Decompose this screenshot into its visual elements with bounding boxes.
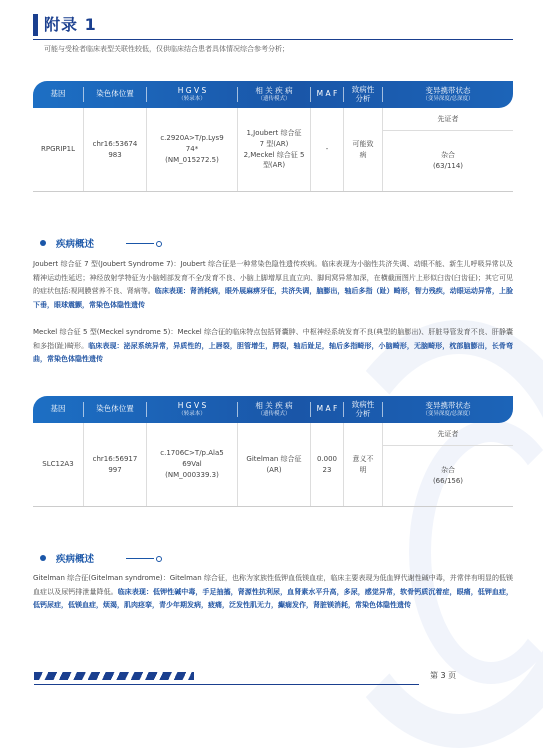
clinical-features: 临床表现：泌尿系统异常，异质性的，上唇裂，胆管增生，腭裂，轴后趾足，轴后多指畸形，小脑畸形，无脑畸形，枕部脑膨出，长骨弯曲，常染色体隐性遗传 xyxy=(33,341,514,364)
cell-disease: 1,Joubert 综合征 7 型(AR) 2,Meckel 综合征 5 型(AR) xyxy=(243,128,305,170)
overview-paragraph-3 xyxy=(33,572,513,613)
th-variant-state: 变异携带状态 （变异深度/总深度） xyxy=(422,86,474,102)
overview-text: Meckel 综合征 5 型(Meckel syndrome 5)：Meckel 综合征的临床特点包括肾囊肿、中枢神经系统发育不良(典型的脑膨出)、肝脏导管发育不良、肝静囊和多指(趾)畸形。 xyxy=(33,328,513,350)
th-disease: 相 关 疾 病 （遗传模式） xyxy=(255,401,293,417)
th-position: 染色体位置 xyxy=(96,404,134,414)
title-underline xyxy=(33,39,513,40)
table-header xyxy=(33,396,513,423)
cell-pathogenicity: 意义不 明 xyxy=(352,454,374,474)
footer-stripes xyxy=(34,672,194,680)
bullet-dot-icon xyxy=(40,555,46,561)
cell-maf: 0.000 23 xyxy=(316,454,338,474)
overview-text: Joubert 综合征 7 型(Joubert Syndrome 7)：Joubert 综合征是一种常染色隐性遗传疾病。临床表现为小脑性共济失调、动眼不能、新生儿呼吸异常以及精神运动性延迟；神经放射学特征为小脑蚓部发育不全/发育不良、小脑上脚增厚且直立向、脚间窝异常加深，在横截面图片上形似臼齿(臼齿征)；其它可见的症状包括:视网膜营养不良、肾病等。 xyxy=(33,260,513,296)
overview-text: Gitelman 综合征(Gitelman syndrome)：Gitelman 综合征，也称为家族性低钾血低镁血症，临床主要表现为低血钾代谢性碱中毒，并常伴有明显的低镁血症以及尿钙排泄量降低。 xyxy=(33,574,513,596)
table-row xyxy=(33,108,513,192)
title-accent-bar xyxy=(33,14,38,36)
th-position: 染色体位置 xyxy=(96,89,134,99)
cell-carrier: 先证者 xyxy=(383,108,513,131)
table-header xyxy=(33,81,513,108)
overview-paragraph-1 xyxy=(33,258,513,313)
th-gene: 基因 xyxy=(50,404,66,414)
overview-paragraph-2 xyxy=(33,326,513,367)
th-gene: 基因 xyxy=(50,89,66,99)
th-pathogenicity: 致病性 分析 xyxy=(351,84,375,103)
cell-position: chr16:56917 997 xyxy=(92,454,138,474)
th-pathogenicity: 致病性 分析 xyxy=(351,399,375,418)
cell-maf: - xyxy=(325,145,329,154)
cell-gene: RPGRIP1L xyxy=(40,145,75,154)
footer-line xyxy=(34,684,419,685)
cell-state: 杂合 (66/156) xyxy=(432,466,464,485)
page-title: 附录 1 xyxy=(44,15,97,34)
cell-pathogenicity: 可能致 病 xyxy=(352,139,374,159)
cell-hgvs: c.1706C>T/p.Ala5 69Val (NM_000339.3) xyxy=(160,449,224,479)
th-hgvs: H G V S （转录本） xyxy=(177,86,207,102)
clinical-features: 临床表现：低钾性碱中毒，手足抽搐，肾源性抗利尿，血肾素水平升高，多尿，感觉异常，软骨钙质沉着症，眼痛，低钾血症，低钙尿症，低镁血症，烦渴，肌肉痉挛，青少年期发病，疲痛，泛发性肌无力，癫痫发作，肾脏镁消耗，常染色体隐性遗传 xyxy=(33,587,514,610)
page-number: 第 3 页 xyxy=(430,671,457,680)
th-variant-state: 变异携带状态 （变异深度/总深度） xyxy=(422,401,474,417)
th-maf: M A F xyxy=(316,89,338,99)
th-maf: M A F xyxy=(316,404,338,414)
cell-carrier: 先证者 xyxy=(383,423,513,446)
gene-table-1 xyxy=(33,81,513,192)
gene-table-2 xyxy=(33,396,513,507)
cell-disease: Gitelman 综合征 (AR) xyxy=(246,454,302,474)
clinical-features: 临床表现：肾消耗病，眼外展麻痹牙征，共济失调，脑膨出，轴后多指（趾）畸形，智力残疾，动眼运动异常，上脸下垂，眼球震颤，常染色体隐性遗传 xyxy=(33,287,514,309)
cell-gene: SLC12A3 xyxy=(42,460,74,469)
table-row xyxy=(33,423,513,507)
th-hgvs: H G V S （转录本） xyxy=(177,401,207,417)
cell-state: 杂合 (63/114) xyxy=(432,151,464,170)
cell-position: chr16:53674 983 xyxy=(92,139,138,159)
th-disease: 相 关 疾 病 （遗传模式） xyxy=(255,86,293,102)
bullet-dot-icon xyxy=(40,240,46,246)
cell-hgvs: c.2920A>T/p.Lys9 74* (NM_015272.5) xyxy=(160,134,224,164)
page-subtitle: 可能与受检者临床表型关联性较低，仅供临床结合患者具体情况综合参考分析； xyxy=(44,45,289,53)
